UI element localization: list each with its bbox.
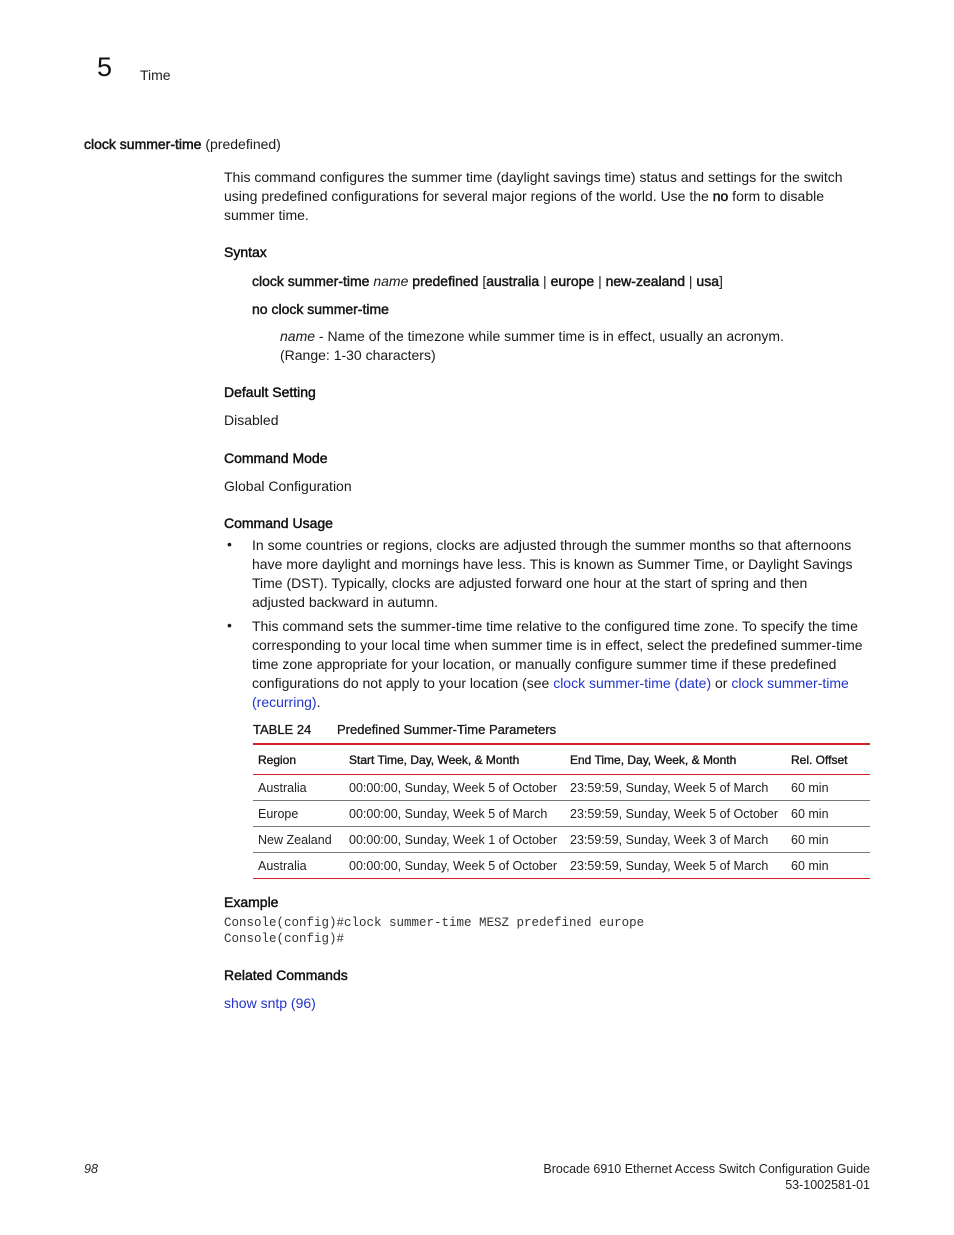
syntax-option-australia: australia (486, 273, 540, 289)
syntax-no-form: no clock summer-time (252, 301, 389, 317)
cell-offset: 60 min (786, 801, 870, 827)
syntax-close-bracket: ] (718, 273, 723, 289)
cell-end: 23:59:59, Sunday, Week 5 of March (565, 853, 786, 879)
command-heading (84, 136, 281, 152)
cell-offset: 60 min (786, 853, 870, 879)
column-header-end: End Time, Day, Week, & Month (565, 744, 786, 775)
command-name: clock summer-time (84, 136, 202, 152)
page-number: 98 (84, 1162, 98, 1176)
table-row (253, 853, 870, 879)
example-code (224, 915, 644, 947)
cell-offset: 60 min (786, 775, 870, 801)
syntax-separator: | (688, 273, 693, 289)
table-label: TABLE 24 (253, 722, 312, 737)
description-text: This command configures the summer time (daylight savings time) status and settings for the switch using predefined configurations for several major regions of the world. Use the (224, 169, 843, 204)
table-caption (253, 722, 557, 737)
table-row (253, 801, 870, 827)
link-show-sntp[interactable]: show sntp (96) (224, 995, 316, 1011)
related-commands-heading: Related Commands (224, 967, 348, 983)
code-line: Console(config)#clock summer-time MESZ predefined europe (224, 916, 645, 930)
cell-end: 23:59:59, Sunday, Week 3 of March (565, 827, 786, 853)
default-setting-value: Disabled (224, 412, 279, 428)
code-line: Console(config)# (224, 932, 345, 946)
param-description: - Name of the timezone while summer time is in effect, usually an acronym. (315, 328, 784, 344)
command-usage-heading: Command Usage (224, 515, 333, 531)
syntax-line (252, 272, 723, 291)
cell-offset: 60 min (786, 827, 870, 853)
bullet-marker: • (227, 536, 232, 552)
syntax-separator: | (598, 273, 602, 289)
no-keyword: no (712, 188, 729, 204)
column-header-start: Start Time, Day, Week, & Month (344, 744, 565, 775)
syntax-keyword: predefined (412, 273, 479, 289)
table-title: Predefined Summer-Time Parameters (337, 722, 557, 737)
command-description (224, 168, 864, 225)
link-clock-summer-time-recurring[interactable]: clock summer-time (recurring) (252, 675, 849, 710)
syntax-option-usa: usa (696, 273, 719, 289)
command-qualifier: (predefined) (205, 136, 281, 152)
usage-bullet-2-end: . (316, 694, 321, 710)
syntax-heading: Syntax (224, 244, 267, 260)
cell-region: New Zealand (253, 827, 344, 853)
syntax-option-europe: europe (550, 273, 595, 289)
cell-region: Australia (253, 775, 344, 801)
cell-region: Australia (253, 853, 344, 879)
guide-title: Brocade 6910 Ethernet Access Switch Configuration Guide (543, 1162, 870, 1176)
usage-bullet-2 (252, 617, 866, 712)
cell-end: 23:59:59, Sunday, Week 5 of March (565, 775, 786, 801)
document-number: 53-1002581-01 (785, 1178, 870, 1192)
column-header-offset: Rel. Offset (786, 744, 870, 775)
command-mode-heading: Command Mode (224, 450, 328, 466)
cell-region: Europe (253, 801, 344, 827)
usage-bullet-2-mid: or (711, 675, 732, 691)
command-mode-value: Global Configuration (224, 478, 352, 494)
chapter-title: Time (140, 67, 171, 83)
usage-bullet-1: In some countries or regions, clocks are adjusted through the summer months so that afternoons have more daylight and mornings have less. This is known as Summer Time, or Daylight Savings Time (DST). Typically, clocks are adjusted forward one hour at the start of spring and then adjusted backward in autumn. (252, 537, 853, 610)
param-range: (Range: 1-30 characters) (280, 347, 436, 363)
cell-end: 23:59:59, Sunday, Week 5 of October (565, 801, 786, 827)
table-header-row (253, 744, 870, 775)
usage-bullet-2-text: This command sets the summer-time time relative to the configured time zone. To specify the time corresponding to your local time when summer time is in effect, select the predefined summer-time time zone appropriate for your location, or manually configure summer time if these predefined configurations do not apply to your location (see (252, 618, 863, 691)
cell-start: 00:00:00, Sunday, Week 5 of March (344, 801, 565, 827)
cell-start: 00:00:00, Sunday, Week 5 of October (344, 853, 565, 879)
syntax-parameter (280, 327, 860, 365)
cell-start: 00:00:00, Sunday, Week 5 of October (344, 775, 565, 801)
default-setting-heading: Default Setting (224, 384, 316, 400)
param-name: name (280, 328, 316, 344)
syntax-arg: name (373, 273, 409, 289)
table-row (253, 775, 870, 801)
syntax-cmd: clock summer-time (252, 273, 370, 289)
cell-start: 00:00:00, Sunday, Week 1 of October (344, 827, 565, 853)
example-heading: Example (224, 894, 279, 910)
table-row (253, 827, 870, 853)
summer-time-table (253, 743, 870, 879)
syntax-open-bracket: [ (482, 273, 487, 289)
description-text-end: form to disable summer time. (224, 188, 825, 223)
chapter-number: 5 (97, 52, 113, 82)
syntax-separator: | (543, 273, 547, 289)
bullet-marker: • (227, 617, 232, 633)
link-clock-summer-time-date[interactable]: clock summer-time (date) (553, 675, 712, 691)
column-header-region: Region (253, 744, 344, 775)
syntax-option-new-zealand: new-zealand (605, 273, 685, 289)
